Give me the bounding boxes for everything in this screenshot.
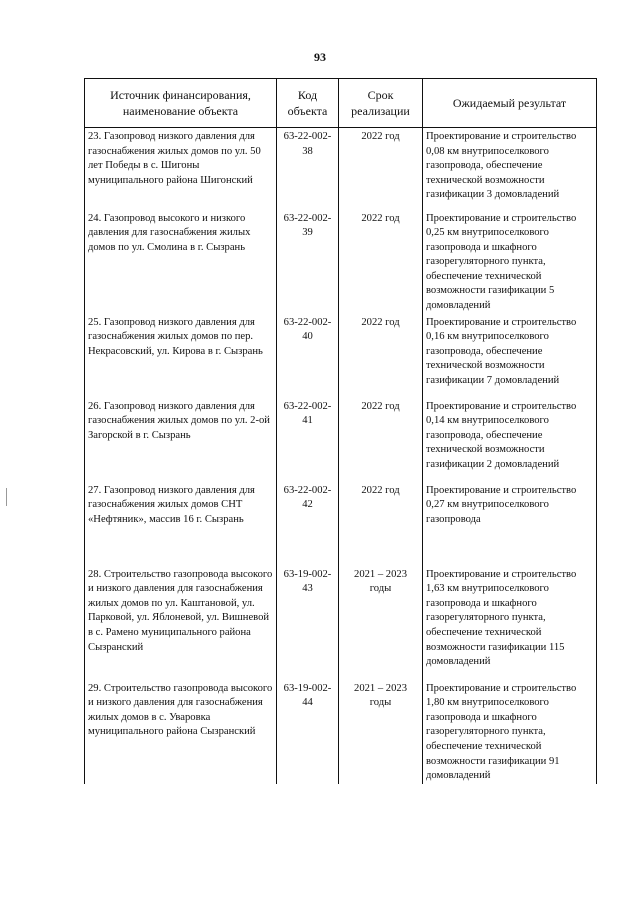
cell-object-code: 63-19-002-44 [277, 680, 339, 784]
header-object-code: Код объекта [277, 79, 339, 128]
cell-object-code: 63-22-002-38 [277, 128, 339, 210]
cell-term: 2022 год [339, 398, 423, 482]
cell-term: 2022 год [339, 482, 423, 566]
cell-object-code: 63-22-002-41 [277, 398, 339, 482]
table-row [85, 314, 597, 398]
scan-edge-mark [6, 488, 7, 506]
header-expected-result: Ожидаемый результат [423, 79, 597, 128]
cell-result: Проектирование и строительство 0,14 км внутрипоселкового газопровода, обеспечение технической возможности газификации 2 домовладений [423, 398, 597, 482]
cell-result: Проектирование и строительство 0,25 км внутрипоселкового газопровода и шкафного газорегуляторного пункта, обеспечение технической возможности газификации 5 домовладений [423, 210, 597, 314]
table-row [85, 398, 597, 482]
cell-result: Проектирование и строительство 0,27 км внутрипоселкового газопровода [423, 482, 597, 566]
cell-term: 2021 – 2023 годы [339, 680, 423, 784]
cell-object-name: 28. Строительство газопровода высокого и низкого давления для газоснабжения жилых домов по ул. Каштановой, ул. Парковой, ул. Яблоневой, ул. Вишневой в с. Рамено муниципального района Сызранский [85, 566, 277, 680]
table-row [85, 482, 597, 566]
page-number: 93 [314, 50, 326, 64]
cell-result: Проектирование и строительство 0,08 км внутрипоселкового газопровода, обеспечение технической возможности газификации 3 домовладений [423, 128, 597, 210]
cell-result: Проектирование и строительство 0,16 км внутрипоселкового газопровода, обеспечение технической возможности газификации 7 домовладений [423, 314, 597, 398]
header-source-name: Источник финансирования, наименование объекта [85, 79, 277, 128]
header-term: Срок реализации [339, 79, 423, 128]
table-row [85, 128, 597, 210]
cell-term: 2021 – 2023 годы [339, 566, 423, 680]
cell-result: Проектирование и строительство 1,80 км внутрипоселкового газопровода и шкафного газорегуляторного пункта, обеспечение технической возможности газификации 91 домовладений [423, 680, 597, 784]
cell-term: 2022 год [339, 210, 423, 314]
cell-object-code: 63-22-002-39 [277, 210, 339, 314]
table-row [85, 210, 597, 314]
cell-object-code: 63-22-002-40 [277, 314, 339, 398]
cell-object-name: 24. Газопровод высокого и низкого давления для газоснабжения жилых домов по ул. Смолина в г. Сызрань [85, 210, 277, 314]
cell-term: 2022 год [339, 128, 423, 210]
cell-term: 2022 год [339, 314, 423, 398]
cell-object-name: 27. Газопровод низкого давления для газоснабжения жилых домов СНТ «Нефтяник», массив 16 г. Сызрань [85, 482, 277, 566]
financing-table [84, 78, 597, 784]
cell-result: Проектирование и строительство 1,63 км внутрипоселкового газопровода и шкафного газорегуляторного пункта, обеспечение технической возможности газификации 115 домовладений [423, 566, 597, 680]
cell-object-code: 63-19-002-43 [277, 566, 339, 680]
cell-object-name: 29. Строительство газопровода высокого и низкого давления для газоснабжения жилых домов в с. Уваровка муниципального района Сызранский [85, 680, 277, 784]
cell-object-name: 23. Газопровод низкого давления для газоснабжения жилых домов по ул. 50 лет Победы в с. Шигоны муниципального района Шигонский [85, 128, 277, 210]
table-row [85, 566, 597, 680]
cell-object-name: 26. Газопровод низкого давления для газоснабжения жилых домов по ул. 2-ой Загорской в г. Сызрань [85, 398, 277, 482]
cell-object-code: 63-22-002-42 [277, 482, 339, 566]
cell-object-name: 25. Газопровод низкого давления для газоснабжения жилых домов по пер. Некрасовский, ул. Кирова в г. Сызрань [85, 314, 277, 398]
table-row [85, 680, 597, 784]
table-header-row [85, 79, 597, 128]
